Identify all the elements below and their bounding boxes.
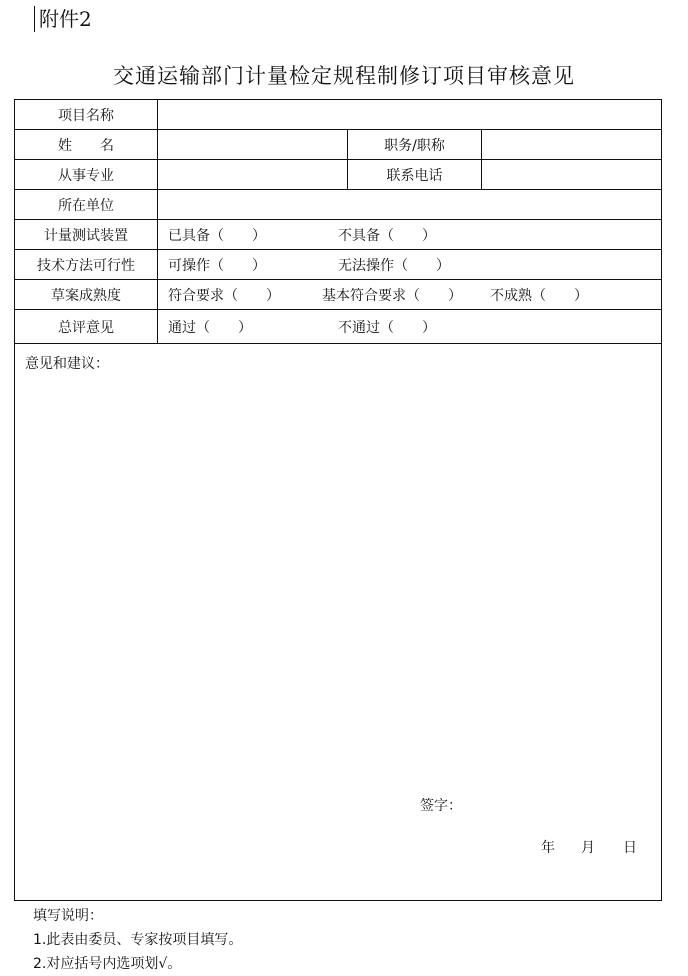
attachment-label: 附件2 [34, 6, 92, 32]
option-basically-meets[interactable]: 基本符合要求（ ） [322, 285, 490, 305]
option-operable[interactable]: 可操作（ ） [168, 255, 338, 275]
feasibility-options [158, 250, 662, 280]
page-title: 交通运输部门计量检定规程制修订项目审核意见 [113, 64, 575, 88]
overall-options [158, 310, 662, 344]
checkbox-paren[interactable]: （ ） [380, 227, 436, 244]
feasibility-label: 技术方法可行性 [15, 250, 158, 280]
position-title-label: 职务/职称 [348, 130, 482, 160]
overall-label: 总评意见 [15, 310, 158, 344]
contact-phone-label: 联系电话 [348, 160, 482, 190]
row-feasibility [15, 250, 662, 280]
notes-heading: 填写说明： [33, 908, 103, 924]
row-organization [15, 190, 662, 220]
project-name-field[interactable] [158, 100, 662, 130]
name-field[interactable] [158, 130, 348, 160]
checkbox-paren[interactable]: （ ） [210, 257, 266, 274]
device-options [158, 220, 662, 250]
date-month-label: 月 [581, 840, 595, 856]
date-day-label: 日 [623, 840, 637, 856]
comments-area[interactable] [15, 344, 662, 901]
checkbox-paren[interactable]: （ ） [532, 287, 588, 304]
option-unavailable[interactable]: 不具备（ ） [338, 225, 418, 245]
signature-label: 签字： [420, 798, 462, 814]
checkbox-paren[interactable]: （ ） [224, 287, 280, 304]
row-device [15, 220, 662, 250]
review-form-table [14, 99, 662, 901]
name-label: 姓 名 [15, 130, 158, 160]
major-label: 从事专业 [15, 160, 158, 190]
maturity-options [158, 280, 662, 310]
option-immature[interactable]: 不成熟（ ） [490, 285, 570, 305]
fill-instructions [33, 904, 242, 976]
row-comments [15, 344, 662, 901]
checkbox-paren[interactable]: （ ） [406, 287, 462, 304]
project-name-label: 项目名称 [15, 100, 158, 130]
option-pass[interactable]: 通过（ ） [168, 317, 338, 337]
comments-label: 意见和建议： [25, 356, 109, 372]
organization-label: 所在单位 [15, 190, 158, 220]
checkbox-paren[interactable]: （ ） [394, 257, 450, 274]
option-fail[interactable]: 不通过（ ） [338, 317, 418, 337]
option-meets[interactable]: 符合要求（ ） [168, 285, 322, 305]
position-title-field[interactable] [482, 130, 662, 160]
row-name [15, 130, 662, 160]
option-available[interactable]: 已具备（ ） [168, 225, 338, 245]
row-overall [15, 310, 662, 344]
date-year-label: 年 [541, 840, 555, 856]
device-label: 计量测试装置 [15, 220, 158, 250]
organization-field[interactable] [158, 190, 662, 220]
row-major [15, 160, 662, 190]
checkbox-paren[interactable]: （ ） [210, 227, 266, 244]
date-line [541, 837, 637, 857]
row-project-name [15, 100, 662, 130]
notes-item: 1.此表由委员、专家按项目填写。 [33, 932, 243, 948]
maturity-label: 草案成熟度 [15, 280, 158, 310]
row-maturity [15, 280, 662, 310]
checkbox-paren[interactable]: （ ） [380, 319, 436, 336]
major-field[interactable] [158, 160, 348, 190]
checkbox-paren[interactable]: （ ） [196, 319, 252, 336]
option-inoperable[interactable]: 无法操作（ ） [338, 255, 432, 275]
contact-phone-field[interactable] [482, 160, 662, 190]
notes-item: 2.对应括号内选项划√。 [33, 956, 182, 972]
